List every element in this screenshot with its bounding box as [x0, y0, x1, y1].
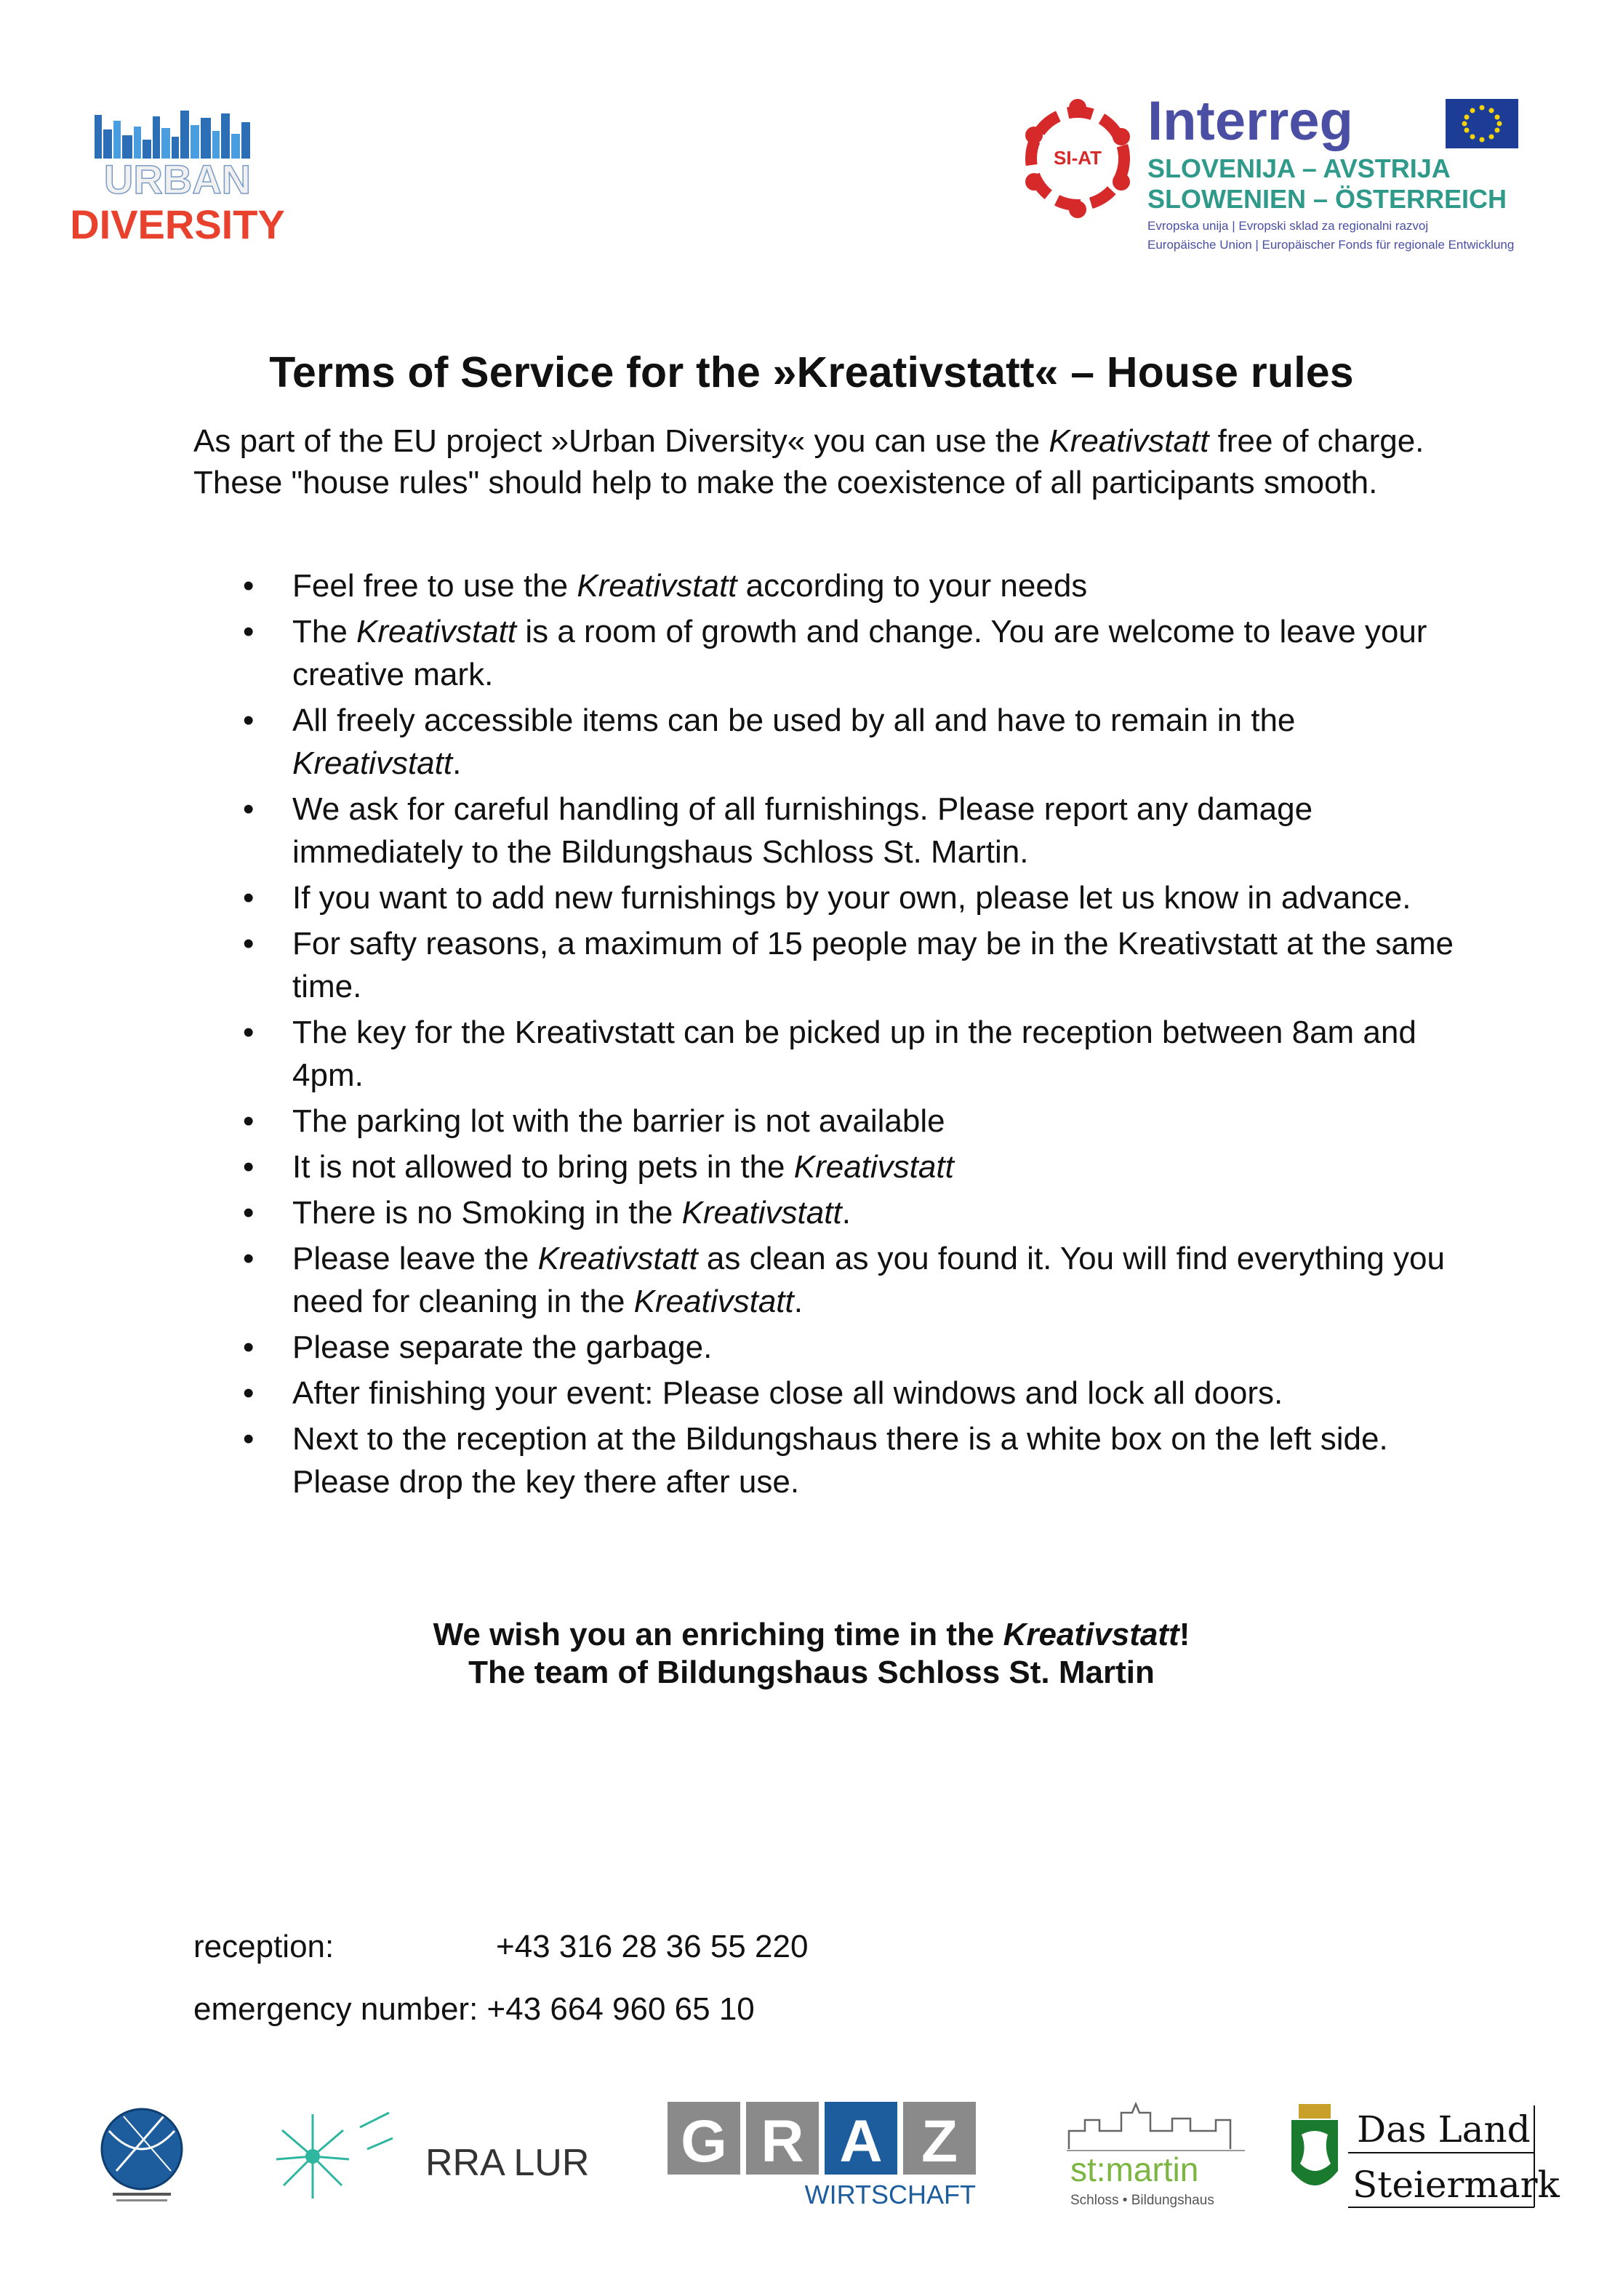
list-item: • The Kreativstatt is a room of growth and change. You are welcome to leave your creative mark. — [193, 610, 1459, 696]
list-item: • The key for the Kreativstatt can be picked up in the reception between 8am and 4pm. — [193, 1011, 1459, 1097]
graz-wirtschaft-logo — [668, 2102, 980, 2211]
dandelion-icon — [276, 2113, 393, 2199]
contact-label: emergency number: — [193, 1991, 478, 2027]
rra-lur-logo — [262, 2098, 589, 2207]
contact-emergency — [193, 1991, 755, 2028]
svg-text:SI-AT: SI-AT — [1054, 147, 1102, 169]
si-at-people-circle-icon — [1025, 99, 1130, 218]
list-item: • After finishing your event: Please close all windows and lock all doors. — [193, 1372, 1459, 1415]
intro-line-1: As part of the EU project »Urban Diversity« you can use the Kreativstatt free of charge. — [193, 423, 1424, 459]
steiermark-line-2: Steiermark — [1352, 2164, 1560, 2206]
svg-text:R: R — [761, 2108, 804, 2175]
svg-text:Z: Z — [921, 2108, 958, 2175]
closing-line-1: We wish you an enriching time in the Kreativstatt! — [433, 1617, 1190, 1652]
contact-reception — [193, 1929, 808, 1965]
globe-logo — [95, 2102, 189, 2211]
list-item: • If you want to add new furnishings by your own, please let us know in advance. — [193, 876, 1459, 919]
interreg-wordmark: Interreg — [1147, 90, 1353, 152]
interreg-line-2: SLOWENIEN – ÖSTERREICH — [1147, 184, 1507, 214]
interreg-logo — [1005, 90, 1543, 260]
intro-line-2: These "house rules" should help to make the coexistence of all participants smooth. — [193, 465, 1378, 500]
interreg-line-4: Europäische Union | Europäischer Fonds für regionale Entwicklung — [1147, 238, 1515, 252]
st-martin-logo — [1063, 2098, 1252, 2215]
castle-icon — [1069, 2104, 1230, 2149]
list-item: • The parking lot with the barrier is not available — [193, 1100, 1459, 1143]
intro-paragraph — [193, 420, 1488, 503]
list-item: • Please leave the Kreativstatt as clean as you found it. You will find everything you need for cleaning in the Kreativstatt. — [193, 1237, 1459, 1323]
list-item: • Next to the reception at the Bildungshaus there is a white box on the left side. Please drop the key there after use. — [193, 1417, 1459, 1503]
list-item: • It is not allowed to bring pets in the Kreativstatt — [193, 1145, 1459, 1188]
contact-label: reception: — [193, 1929, 334, 1964]
list-item: • There is no Smoking in the Kreativstatt. — [193, 1191, 1459, 1234]
urban-diversity-logo — [70, 108, 285, 247]
contact-phone: +43 664 960 65 10 — [486, 1991, 755, 2027]
st-martin-sub: Schloss • Bildungshaus — [1070, 2193, 1214, 2208]
house-rules-list — [193, 564, 1459, 1506]
contact-phone: +43 316 28 36 55 220 — [496, 1929, 809, 1964]
land-steiermark-logo — [1287, 2098, 1560, 2211]
svg-text:A: A — [839, 2108, 883, 2175]
closing-message — [0, 1616, 1623, 1692]
st-martin-text: st:martin — [1070, 2151, 1199, 2188]
interreg-line-1: SLOVENIJA – AVSTRIJA — [1147, 153, 1451, 183]
list-item: • All freely accessible items can be used by all and have to remain in the Kreativstatt. — [193, 699, 1459, 785]
list-item: • Please separate the garbage. — [193, 1326, 1459, 1369]
page-title: Terms of Service for the »Kreativstatt« – House rules — [269, 348, 1354, 396]
steiermark-line-1: Das Land — [1357, 2108, 1531, 2151]
list-item: • Feel free to use the Kreativstatt according to your needs — [193, 564, 1459, 607]
steiermark-coat-of-arms-icon — [1291, 2104, 1338, 2185]
svg-text:G: G — [681, 2108, 727, 2175]
list-item: • For safty reasons, a maximum of 15 people may be in the Kreativstatt at the same time. — [193, 922, 1459, 1008]
urban-word: URBAN — [103, 156, 252, 202]
closing-line-2: The team of Bildungshaus Schloss St. Martin — [468, 1655, 1155, 1690]
eu-flag-icon — [1446, 99, 1518, 148]
rra-lur-text: RRA LUR — [425, 2142, 590, 2184]
interreg-line-3: Evropska unija | Evropski sklad za regionalni razvoj — [1147, 219, 1429, 233]
diversity-word: DIVERSITY — [70, 201, 285, 247]
graz-sub: WIRTSCHAFT — [804, 2180, 976, 2209]
list-item: • We ask for careful handling of all furnishings. Please report any damage immediately to the Bildungshaus Schloss St. Martin. — [193, 788, 1459, 873]
